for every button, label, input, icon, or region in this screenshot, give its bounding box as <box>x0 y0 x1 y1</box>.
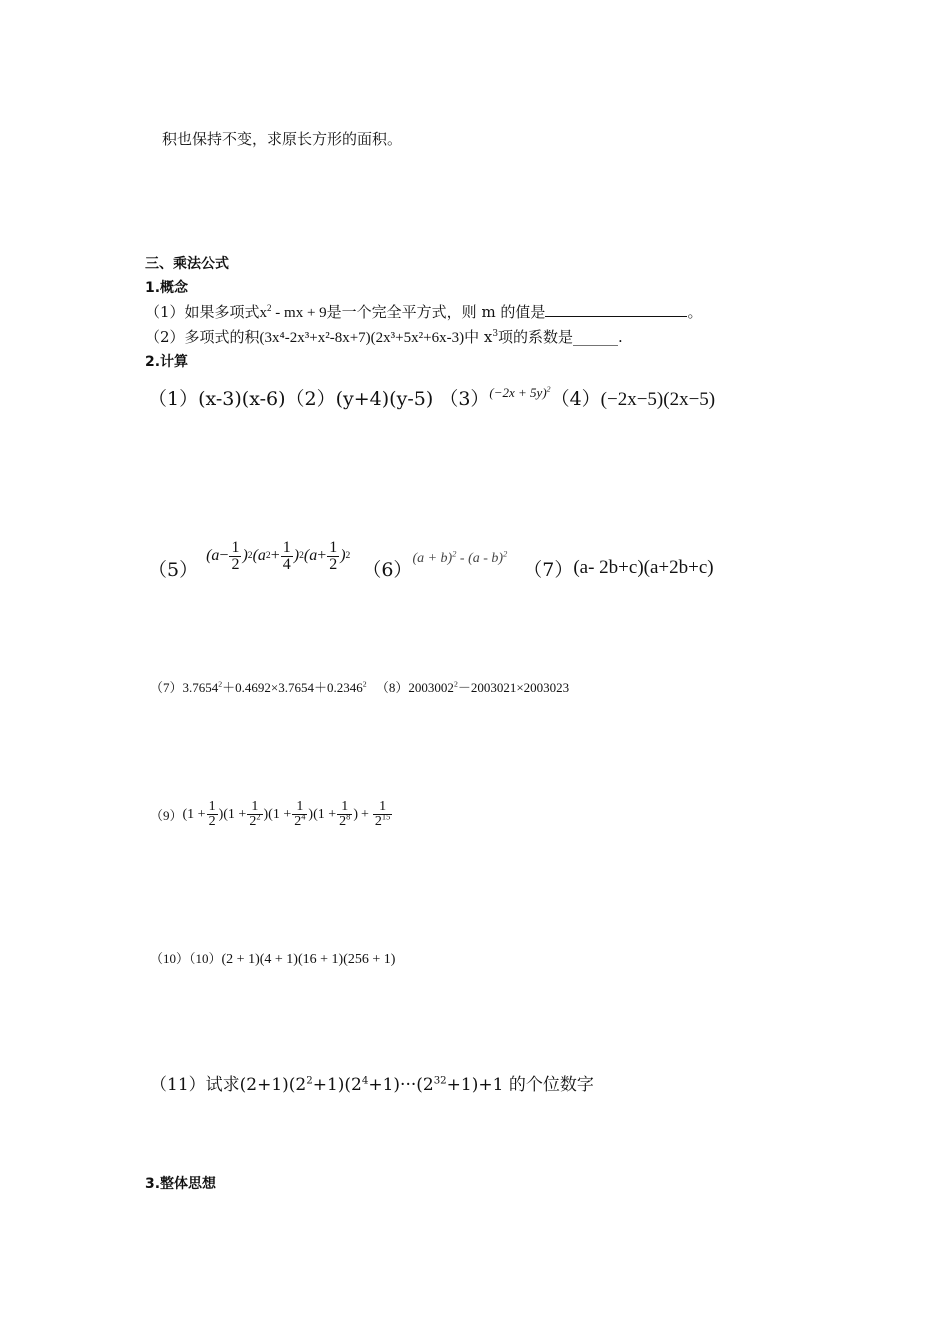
compute-row-2 <box>148 526 714 586</box>
compute-row-3: $(7)3.7654^2+0.4692\times 3.7654+0.2346^2$ $(8)2003002^2-2003021\times 2003023$ <box>150 679 570 695</box>
compute-row-6: （11）试求$(2+1)(2^2+1)(2^4+1)\cdot\cdot\cdot(2^{32}+1)+1$ 的个位数字 <box>150 1075 594 1095</box>
problem-4-expr: (−2x−5)(2x−5) <box>600 389 716 410</box>
concept-question-1: （1）如果多项式$x^2$ - mx + 9是一个完全平方式，则 m 的值是 。 <box>145 303 703 321</box>
problem-7-label: （7） <box>523 558 574 581</box>
problem-3-expr: (−2x + 5y)2 <box>489 384 551 400</box>
whole-heading: 3.整体思想 <box>145 1176 217 1192</box>
problem-5-expr: ( a − $\frac{1}{2}$ ) 2 ( a 2 + $\frac{1}{4}$ ) 2 ( a + $\frac{1}{2}$ ) 2 <box>206 538 351 573</box>
problem-2: （2）(y+4)(y-5) <box>285 388 434 410</box>
problem-6-label: （6） <box>362 558 413 581</box>
concept-question-2: （2）多项式的积(3x⁴-2x³+x²-8x+7)(2x³+5x²+6x-3)中 $x^3$项的系数是______. <box>145 328 623 346</box>
top-line: 积也保持不变，求原长方形的面积。 <box>162 130 403 148</box>
problem-7-expr: (a- 2b+c)(a+2b+c) <box>573 557 714 578</box>
compute-row-1 <box>148 384 715 411</box>
answer-blank[interactable] <box>545 302 687 317</box>
compute-heading: 2.计算 <box>145 354 189 370</box>
problem-1: （1）(x-3)(x-6) <box>148 388 286 410</box>
problem-5-label: （5） <box>148 558 199 581</box>
concept-heading: 1.概念 <box>145 280 189 296</box>
compute-row-5: （10）（10）(2 + 1)(4 + 1)(16 + 1)(256 + 1) <box>150 951 396 967</box>
problem-6-expr: $(a + b)^2 - (a - b)^2$ <box>412 549 508 566</box>
section-heading: 三、乘法公式 <box>145 256 229 272</box>
problem-3-label: （3） <box>439 388 490 410</box>
problem-4-label: （4） <box>550 388 601 410</box>
compute-row-4: （9） (1 + $\frac{1}{2}$ ) (1 + $\frac{1}{2^2}$ ) (1 + $\frac{1}{2^4}$ ) (1 + $\frac{1}{2^8}$ ) + $\frac{1}{2^{15}}$ <box>150 799 391 829</box>
